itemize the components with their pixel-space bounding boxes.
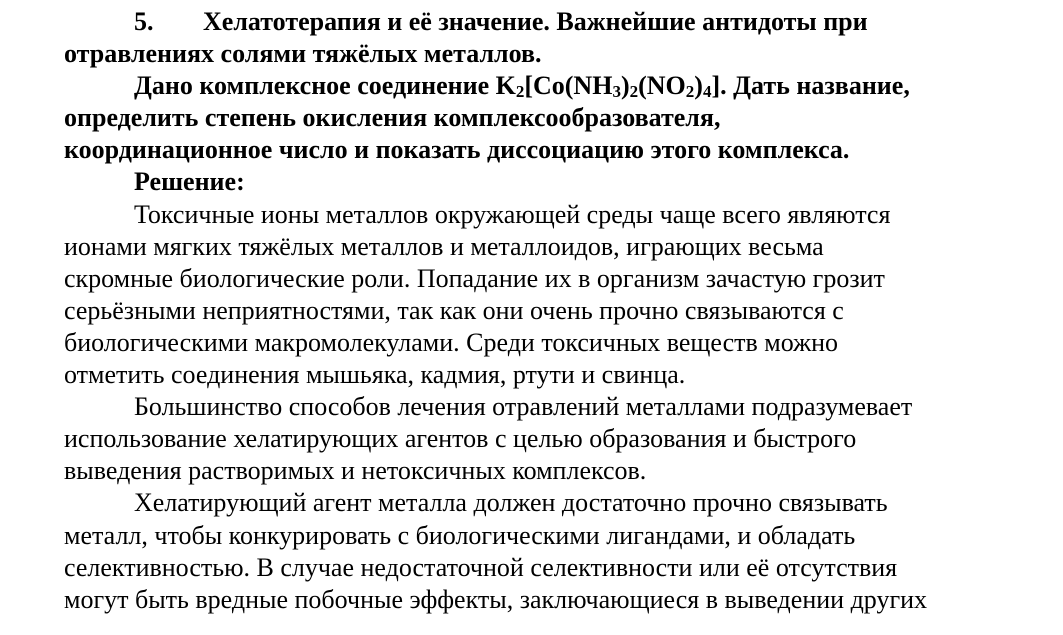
formula-subscript-nh3-count: 2 — [629, 82, 639, 102]
document-page — [64, 6, 1054, 616]
paragraph-line: металл, чтобы конкурировать с биологическими лигандами, и обладать — [64, 520, 856, 550]
task-number: 5. — [134, 7, 154, 36]
task-title-part-1: Хелатотерапия и её значение. Важнейшие антидоты при — [203, 7, 868, 36]
formula-bracket-1: ) — [620, 71, 630, 101]
formula-cobalt-ammine: [Co(NH — [524, 71, 613, 101]
paragraph-line: ионами мягких тяжёлых металлов и металлоидов, играющих весьма — [64, 231, 824, 261]
given-line-3: координационное число и показать диссоциацию этого комплекса. — [64, 135, 850, 165]
paragraph-line: использование хелатирующих агентов с целью образования и быстрого — [64, 424, 857, 454]
paragraph-line: биологическими макромолекулами. Среди токсичных веществ можно — [64, 327, 838, 357]
solution-heading: Решение: — [134, 167, 245, 197]
formula-subscript-k: 2 — [515, 82, 525, 102]
formula-subscript-no2: 2 — [685, 82, 695, 102]
task-heading-line-2: отравлениях солями тяжёлых металлов. — [64, 39, 542, 69]
given-text-start: Дано комплексное соединение K — [134, 71, 516, 101]
paragraph-line: скромные биологические роли. Попадание их в организм зачастую грозит — [64, 263, 885, 293]
formula-bracket-2: ) — [694, 71, 703, 101]
paragraph-line: могут быть вредные побочные эффекты, заключающиеся в выведении других — [64, 584, 928, 614]
given-text-end: ]. Дать название, — [711, 71, 910, 101]
paragraph-line: селективностью. В случае недостаточной селективности или её отсутствия — [64, 552, 898, 582]
paragraph-line: Хелатирующий агент металла должен достаточно прочно связывать — [134, 488, 888, 518]
given-line-2: определить степень окисления комплексообразователя, — [64, 103, 721, 133]
given-formula-line — [64, 70, 1054, 102]
formula-nitro: (NO — [638, 71, 686, 101]
paragraph-line: Токсичные ионы металлов окружающей среды чаще всего являются — [134, 199, 891, 229]
paragraph-line: отметить соединения мышьяка, кадмия, ртути и свинца. — [64, 360, 686, 390]
task-heading-line-1 — [64, 6, 1054, 38]
paragraph-line: Большинство способов лечения отравлений металлами подразумевает — [134, 392, 913, 422]
formula-subscript-no2-count: 4 — [702, 82, 712, 102]
paragraph-line: серьёзными неприятностями, так как они очень прочно связываются с — [64, 295, 844, 325]
formula-subscript-nh3: 3 — [612, 82, 621, 102]
paragraph-line: выведения растворимых и нетоксичных комплексов. — [64, 456, 647, 486]
